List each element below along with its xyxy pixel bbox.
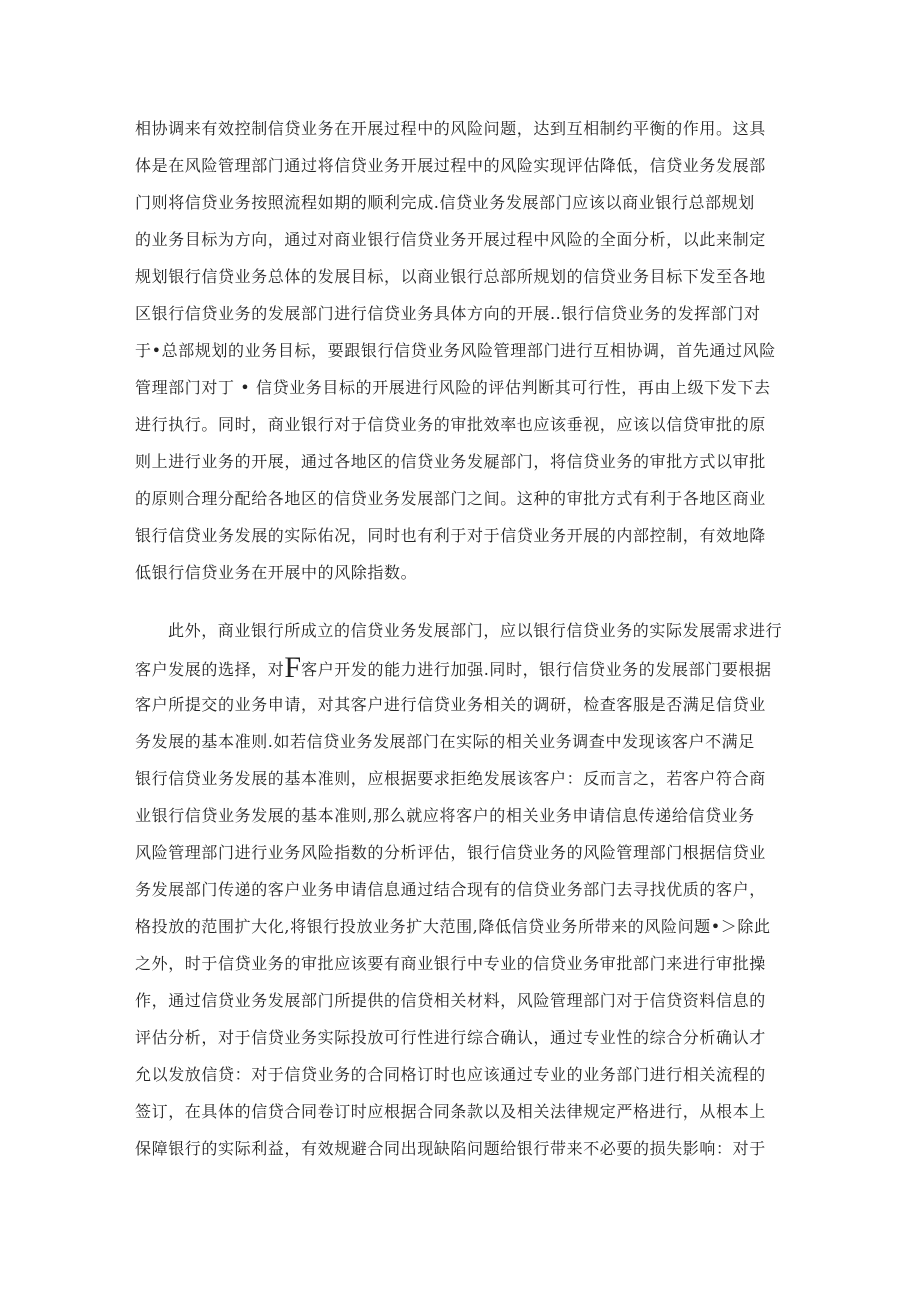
- text-line: 务发展部门传递的客户业务申请信息通过结合现有的信贷业务部门去寻找优质的客户，: [135, 880, 766, 899]
- text-line: 格投放的范围扩大化,将银行投放业务扩大范围,降低信贷业务所带来的风险问题•＞除此: [135, 917, 771, 936]
- text-line: 体是在风险管理部门通过将信贷业务开展过程中的风险实现评估降低，信贷业务发展部: [135, 156, 766, 175]
- text-line: 之外，时于信贷业务的审批应该要有商业银行中专业的信贷业务审批部门来进行审批操: [135, 954, 766, 973]
- text-line: 客户所提交的业务申请，对其客户进行信贷业务相关的调研，检查客服是否满足信贷业: [135, 695, 766, 714]
- text-line: 区银行信贷业务的发展部门进行信贷业务具体方向的开展..银行信贷业务的发挥部门对: [135, 304, 761, 323]
- text-line: 风险管理部门进行业务风险指数的分析评估，银行信贷业务的风险管理部门根据信贷业: [135, 843, 766, 862]
- text-line: 相协调来有效控制信贷业务在开展过程中的风险问题，达到互相制约平衡的作用。这具: [135, 119, 766, 138]
- text-line: 低银行信贷业务在开展中的风除指数。: [135, 563, 418, 582]
- text-segment: 客户发展的选择，对: [135, 660, 285, 679]
- text-line: 业银行信贷业务发展的基本准则,那么就应将客户的相关业务申请信息传递给信贷业务: [135, 806, 755, 825]
- text-line: 的原则合理分配给各地区的信贷业务发展部门之间。这种的审批方式有利于各地区商业: [135, 489, 766, 508]
- large-letter: F: [284, 651, 302, 684]
- text-line: 评估分析，对于信贷业务实际投放可行性进行综合确认，通过专业性的综合分析确认才: [135, 1028, 766, 1047]
- text-line: 进行执行。同时，商业银行对于信贷业务的审批效率也应该垂视，应该以信贷审批的原: [135, 415, 766, 434]
- text-line: 管理部门对丁 • 信贷业务目标的开展进行风险的评估判断其可行性，再由上级下发下去: [135, 378, 771, 397]
- text-line: 签订，在具体的信贷合同卷订时应根据合同条款以及相关法律规定严格进行，从根本上: [135, 1102, 766, 1121]
- text-segment: 客户开发的能力进行加强.同时，银行信贷业务的发展部门要根据: [301, 660, 772, 679]
- text-line: 银行信贷业务发展的基本准则，应根据要求拒绝发展该客户：反而言之，若客户符合商: [135, 769, 766, 788]
- text-line: 作，通过信贷业务发展部门所提供的信贷相关材料，风险管理部门对于信贷资料信息的: [135, 991, 766, 1010]
- text-line: 规划银行信贷业务总体的发展目标，以商业银行总部所规划的信贷业务目标下发至各地: [135, 267, 766, 286]
- text-line: 此外，商业银行所成立的信贷业务发展部门，应以银行信贷业务的实际发展需求进行: [168, 621, 783, 640]
- text-line: 保障银行的实际利益，有效规避合同出现缺陷问题给银行带来不必要的损失影响：对于: [135, 1139, 766, 1158]
- text-line: 银行信贷业务发展的实际佑况，同时也有利于对于信贷业务开展的内部控制，有效地降: [135, 526, 766, 545]
- text-line: 的业务目标为方向，通过对商业银行信贷业务开展过程中风险的全面分析，以此来制定: [135, 230, 766, 249]
- text-line: [135, 651, 772, 684]
- text-line: 于•总部规划的业务目标，要跟银行信贷业务风险管理部门进行互相协调，首先通过风险: [135, 341, 776, 360]
- text-line: 务发展的基本准则.如若信贷业务发展部门在实际的相关业务调查中发现该客户不满足: [135, 732, 755, 751]
- text-line: 门则将信贷业务按照流程如期的顺利完成.信贷业务发展部门应该以商业银行总部规划: [135, 193, 755, 212]
- text-line: 允以发放信贷：对于信贷业务的合同格订时也应该通过专业的业务部门进行相关流程的: [135, 1065, 766, 1084]
- text-line: 则上进行业务的开展，通过各地区的信贷业务发屣部门，将信贷业务的审批方式以审批: [135, 452, 766, 471]
